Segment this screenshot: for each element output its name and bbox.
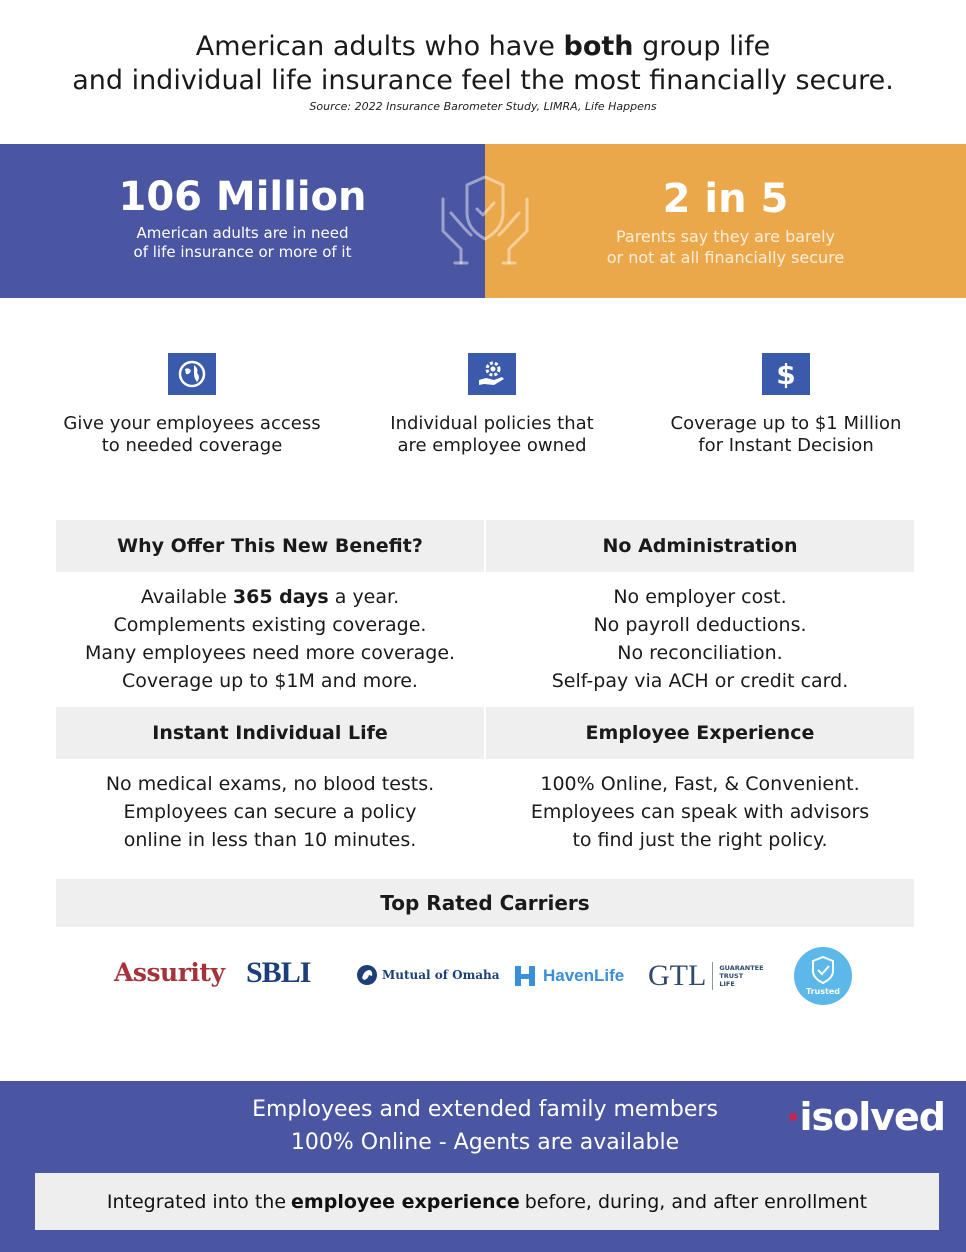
footer-banner-post: before, during, and after enrollment <box>524 1190 868 1213</box>
instant-life-body <box>56 770 484 854</box>
feature-access-label <box>42 413 342 457</box>
stat-left-number: 106 Million <box>118 174 367 220</box>
no-admin-line-4: Self-pay via ACH or credit card. <box>551 670 849 692</box>
no-admin-line-3: No reconciliation. <box>617 642 783 664</box>
stat-right-caption-1: Parents say they are barely <box>615 227 836 246</box>
feature-access-line2: to needed coverage <box>101 435 283 456</box>
stat-right-panel <box>485 144 966 298</box>
stats-band <box>0 144 966 298</box>
gtl-tagline-1: GUARANTEE <box>719 964 764 972</box>
assurity-logo: Assurity <box>114 958 225 987</box>
headline <box>0 30 966 98</box>
feature-coverage-line2: for Instant Decision <box>698 435 874 456</box>
feature-coverage-line1: Coverage up to $1 Million <box>670 413 902 434</box>
why-offer-line-1-pre: Available <box>140 586 233 608</box>
isolved-logo: ·isolved <box>786 1095 945 1139</box>
employee-experience-line-3: to find just the right policy. <box>572 829 828 851</box>
feature-owned-line1: Individual policies that <box>390 413 594 434</box>
feature-owned-line2: are employee owned <box>397 435 587 456</box>
footer <box>0 1081 966 1252</box>
no-admin-line-2: No payroll deductions. <box>593 614 807 636</box>
sbli-logo: SBLI <box>246 956 311 989</box>
carriers-heading: Top Rated Carriers <box>56 879 914 927</box>
gtl-text: GTL <box>648 959 707 992</box>
dollar-icon: $ <box>762 353 810 395</box>
feature-access-line1: Give your employees access <box>63 413 321 434</box>
lion-icon <box>356 964 378 986</box>
source-citation: Source: 2022 Insurance Barometer Study, LIMRA, Life Happens <box>309 100 657 113</box>
why-offer-line-1 <box>56 583 484 611</box>
why-offer-line-4: Coverage up to $1M and more. <box>122 670 418 692</box>
havenlife-logo <box>513 963 624 989</box>
stat-left-caption <box>0 224 485 262</box>
footer-banner-bold: employee experience <box>291 1190 520 1213</box>
why-offer-line-3: Many employees need more coverage. <box>84 642 456 664</box>
feature-owned-label <box>342 413 642 457</box>
gtl-tagline <box>719 964 763 988</box>
mutual-of-omaha-text: Mutual of Omaha <box>382 968 500 982</box>
header <box>0 0 966 144</box>
trusted-badge-text: Trusted <box>806 987 840 996</box>
no-admin-heading: No Administration <box>486 520 914 572</box>
headline-text-end: group life <box>633 31 771 62</box>
stat-left-caption-1: American adults are in need <box>136 224 349 242</box>
stat-right-number: 2 in 5 <box>662 176 789 222</box>
instant-life-line-1: No medical exams, no blood tests. <box>105 773 435 795</box>
headline-line2: and individual life insurance feel the most financially secure. <box>72 65 894 96</box>
footer-banner <box>35 1173 939 1230</box>
shield-hands-icon <box>437 169 533 269</box>
instant-life-heading: Instant Individual Life <box>56 707 484 759</box>
instant-life-line-3: online in less than 10 minutes. <box>123 829 417 851</box>
employee-experience-line-2: Employees can speak with advisors <box>530 801 870 823</box>
gtl-logo <box>648 959 764 993</box>
feature-access <box>42 353 342 457</box>
footer-message-line1: Employees and extended family members <box>252 1097 718 1122</box>
feature-coverage-label <box>636 413 936 457</box>
stat-left-caption-2: of life insurance or more of it <box>133 243 352 261</box>
feature-coverage <box>636 353 936 457</box>
havenlife-text: HavenLife <box>543 966 625 985</box>
why-offer-body <box>56 583 484 695</box>
employee-experience-heading: Employee Experience <box>486 707 914 759</box>
footer-banner-pre: Integrated into the <box>106 1190 287 1213</box>
employee-experience-line-1: 100% Online, Fast, & Convenient. <box>540 773 860 795</box>
employee-experience-body <box>486 770 914 854</box>
instant-life-line-2: Employees can secure a policy <box>123 801 417 823</box>
footer-message-line2: 100% Online - Agents are available <box>290 1130 680 1155</box>
feature-owned <box>342 353 642 457</box>
hand-gear-icon <box>468 353 516 395</box>
why-offer-line-2: Complements existing coverage. <box>113 614 427 636</box>
why-offer-heading: Why Offer This New Benefit? <box>56 520 484 572</box>
globe-icon <box>168 353 216 395</box>
headline-bold: both <box>563 31 634 62</box>
why-offer-line-1-post: a year. <box>328 586 400 608</box>
gtl-divider <box>712 962 713 990</box>
headline-text: American adults who have <box>195 31 564 62</box>
mutual-of-omaha-logo <box>356 964 500 986</box>
no-admin-line-1: No employer cost. <box>613 586 787 608</box>
gtl-tagline-3: LIFE <box>719 980 735 988</box>
stat-right-caption <box>485 226 966 268</box>
trusted-badge <box>794 947 852 1005</box>
why-offer-line-1-bold: 365 days <box>232 586 329 608</box>
gtl-tagline-2: TRUST <box>719 972 744 980</box>
stat-right-caption-2: or not at all financially secure <box>606 248 845 267</box>
stat-left-panel <box>0 144 485 298</box>
havenlife-mark-icon <box>513 963 539 989</box>
no-admin-body <box>486 583 914 695</box>
isolved-logo-text: isolved <box>799 1095 945 1139</box>
